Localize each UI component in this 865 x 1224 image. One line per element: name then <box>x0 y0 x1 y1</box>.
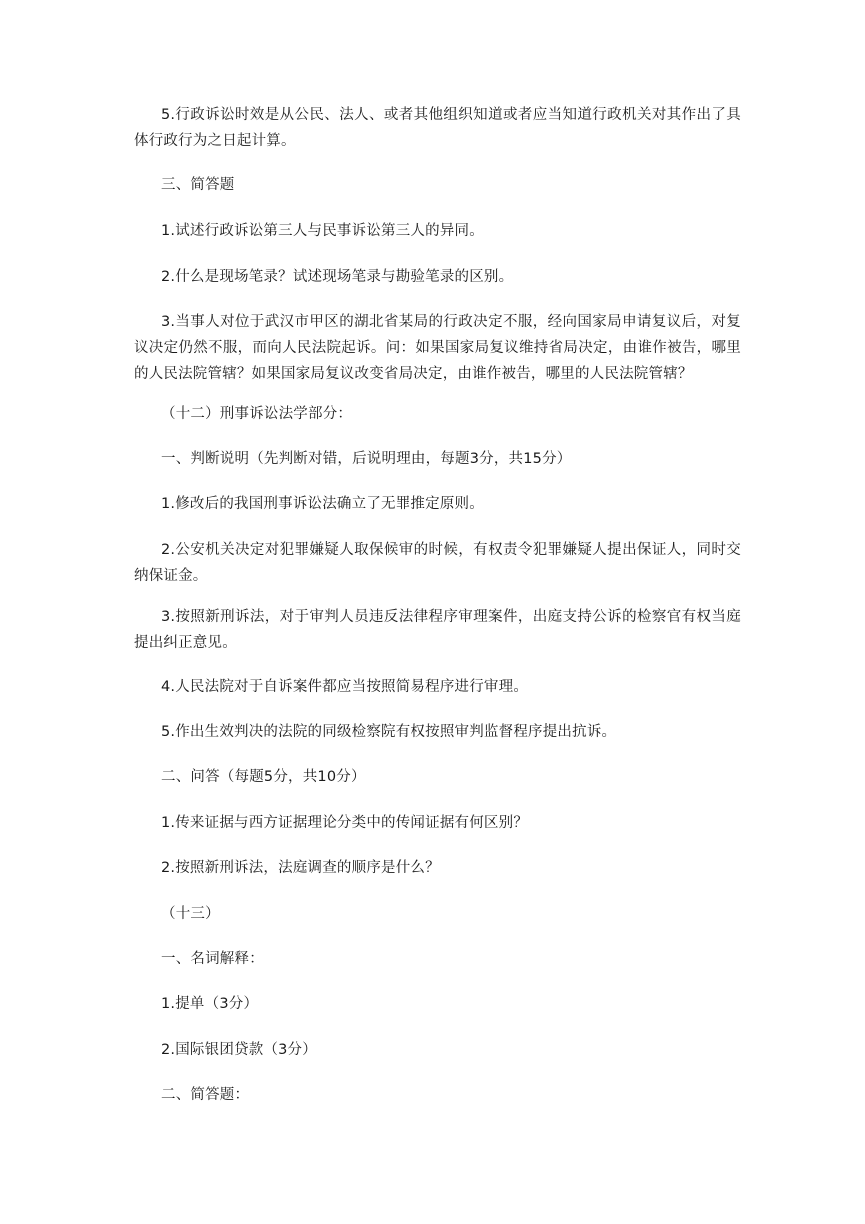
question-third-party: 1.试述行政诉讼第三人与民事诉讼第三人的异同。 <box>161 223 484 239</box>
question-site-record: 2.什么是现场笔录？试述现场笔录与勘验笔录的区别。 <box>161 269 514 285</box>
section-heading-short-answer-2: 二、简答题： <box>161 1087 250 1103</box>
section-heading-true-false: 一、判断说明（先判断对错，后说明理由，每题3分，共15分） <box>161 451 572 467</box>
question-presumption-innocence: 1.修改后的我国刑事诉讼法确立了无罪推定原则。 <box>161 496 484 512</box>
section-heading-qa: 二、问答（每题5分，共10分） <box>161 769 366 785</box>
term-bill-of-lading: 1.提单（3分） <box>161 996 259 1012</box>
question-protest: 5.作出生效判决的法院的同级检察院有权按照审判监督程序提出抗诉。 <box>161 724 617 740</box>
section-heading-criminal-procedure: （十二）刑事诉讼法学部分： <box>161 406 353 422</box>
question-investigation-order: 2.按照新刑诉法，法庭调查的顺序是什么？ <box>161 860 440 876</box>
question-bail: 2.公安机关决定对犯罪嫌疑人取保候审的时候，有权责令犯罪嫌疑人提出保证人，同时交纳保证金。 <box>134 542 741 584</box>
question-jurisdiction: 3.当事人对位于武汉市甲区的湖北省某局的行政决定不服，经向国家局申请复议后，对复议决定仍然不服，而向人民法院起诉。问：如果国家局复议维持省局决定，由谁作被告，哪里的人民法院管辖？如果国家局复议改变省局决定，由谁作被告，哪里的人民法院管辖？ <box>134 314 741 382</box>
section-heading-terms: 一、名词解释： <box>161 951 264 967</box>
question-prosecutor-correction: 3.按照新刑诉法，对于审判人员违反法律程序审理案件，出庭支持公诉的检察官有权当庭提出纠正意见。 <box>134 609 741 651</box>
term-syndicated-loan: 2.国际银团贷款（3分） <box>161 1042 317 1058</box>
section-heading-thirteen: （十三） <box>161 906 220 922</box>
question-private-prosecution: 4.人民法院对于自诉案件都应当按照简易程序进行审理。 <box>161 679 529 695</box>
paragraph-statute-limitation: 5.行政诉讼时效是从公民、法人、或者其他组织知道或者应当知道行政机关对其作出了具体行政行为之日起计算。 <box>134 107 741 149</box>
question-hearsay: 1.传来证据与西方证据理论分类中的传闻证据有何区别？ <box>161 815 529 831</box>
section-heading-short-answer: 三、简答题 <box>161 177 235 193</box>
